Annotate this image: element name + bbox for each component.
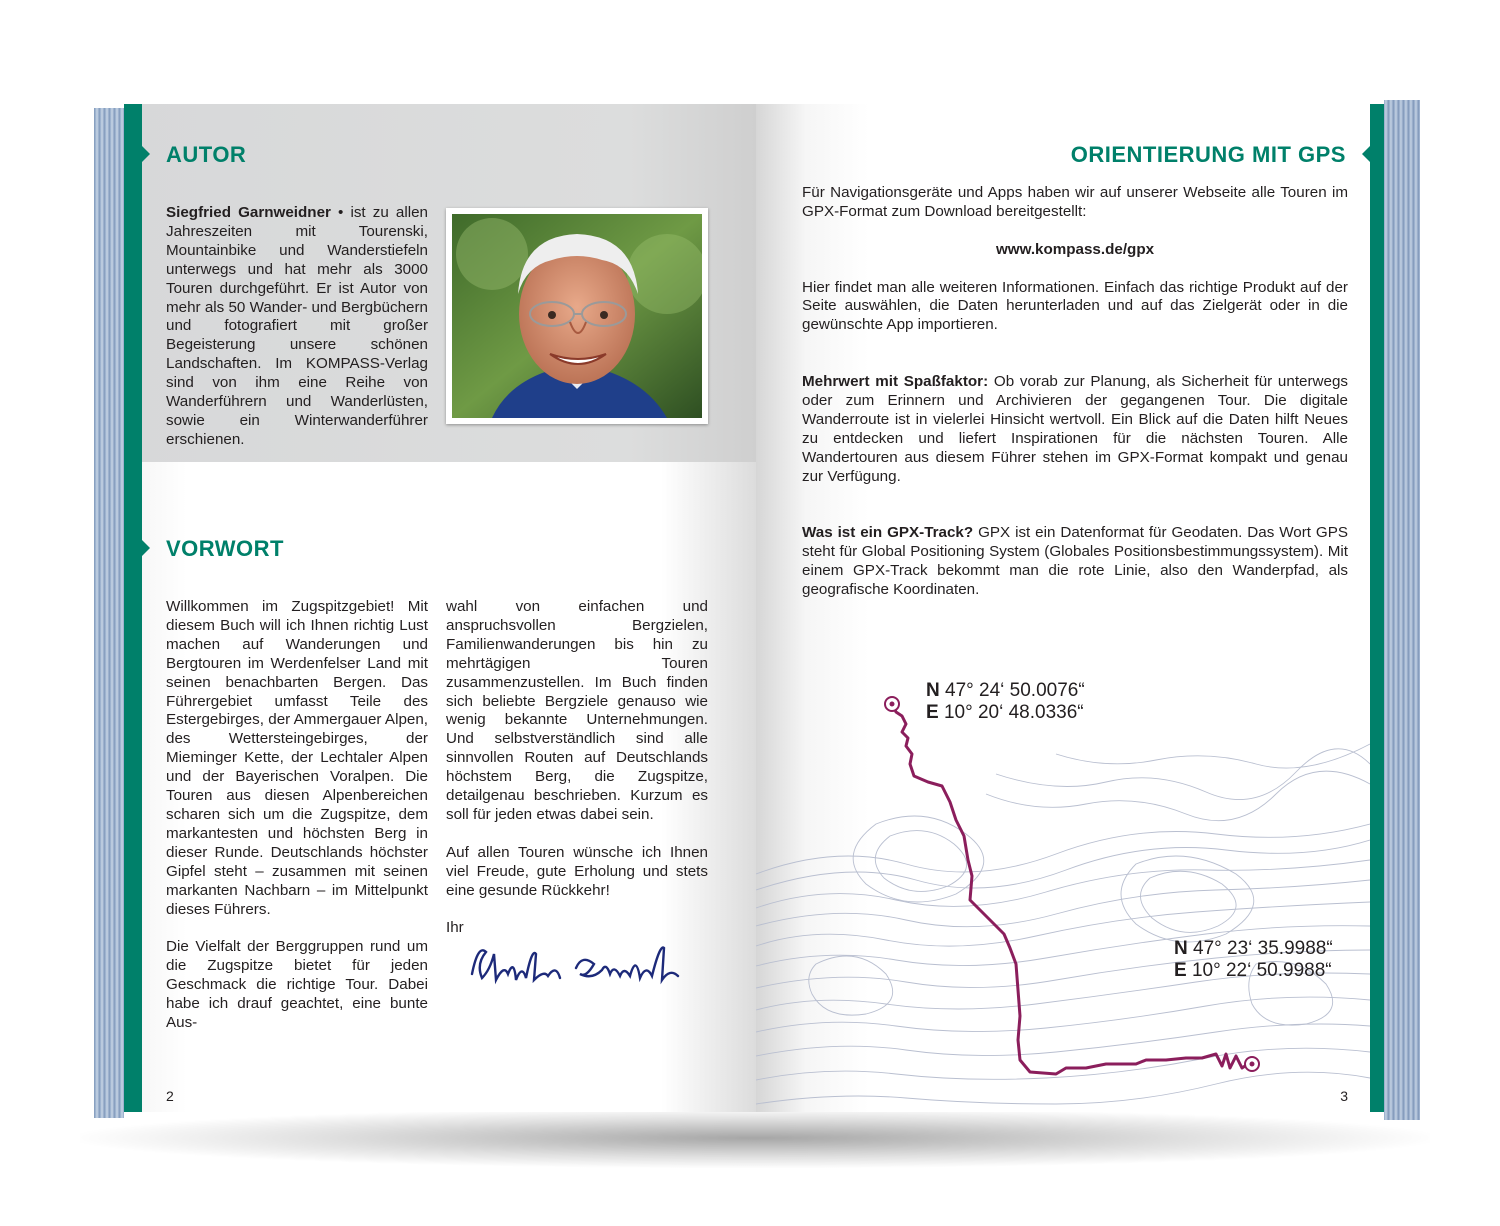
start-coordinates — [926, 680, 1085, 724]
start-e-value: 10° 20‘ 48.0336“ — [943, 702, 1084, 723]
gpx-track-label: Was ist ein GPX-Track? — [802, 524, 974, 542]
foreword-paragraph: wahl von einfachen und anspruchsvollen Bergzielen, Familienwanderungen bis hin zu mehrtägigen Touren zusammenzustellen. Im Buch finden sich beliebte Bergziele genauso wie wenig bekannte Unternehmungen. Und selbstverständlich sind alle sinnvollen Routen auf Deutschlands höchstem Berg, die Zugspitze, detailgenau beschrieben. Kurzum es soll für jeden etwas dabei sein. — [446, 598, 708, 823]
heading-marker-foreword — [142, 540, 150, 556]
page-number-left: 2 — [166, 1088, 174, 1104]
book-shadow — [80, 1108, 1430, 1168]
gps-track-line — [892, 704, 1248, 1074]
topographic-map — [756, 664, 1370, 1112]
foreword-paragraph: Die Vielfalt der Berggruppen rund um die Zugspitze bietet für jeden Geschmack die richtige Tour. Dabei habe ich drauf geachtet, eine bunte Aus- — [166, 938, 428, 1031]
mehrwert-label: Mehrwert mit Spaßfaktor: — [802, 373, 989, 390]
end-n-label: N — [1174, 938, 1188, 959]
author-signature — [464, 934, 704, 994]
foreword-column-1 — [166, 598, 428, 1033]
right-page — [756, 104, 1384, 1112]
heading-marker-author — [142, 146, 150, 162]
author-bio-text: • ist zu allen Jahreszeiten mit Tourenski, Mountainbike und Wanderstiefeln unterwegs und hat mehr als 3000 Touren durchgeführt. Er ist Autor von mehr als 50 Wander- und Bergbüchern und fotografiert mit großer Begeisterung unsere schönen Landschaften. Im KOMPASS-Verlag sind von ihm eine Reihe von Wanderführern und Wanderlüsten, sowie ein Winterwanderführer erschienen. — [166, 204, 428, 448]
start-marker-icon — [885, 697, 899, 711]
gpx-track-text: GPX ist ein Datenformat für Geodaten. Das Wort GPS steht für Global Positioning System (Globales Positionsbestimmungssystem). Mit einem GPX-Track bekommt man die rote Linie, also den Wanderpfad, als geografische Koordinaten. — [802, 524, 1348, 598]
gps-heading: ORIENTIERUNG MIT GPS — [1070, 142, 1346, 167]
accent-bar-right — [1370, 104, 1384, 1112]
author-portrait-image — [452, 214, 702, 418]
foreword-heading: VORWORT — [166, 536, 284, 561]
foreword-closing: Ihr — [446, 919, 464, 937]
foreword-paragraph: Willkommen im Zugspitzgebiet! Mit diesem Buch will ich Ihnen richtig Lust machen auf Wanderungen und Bergtouren im Werdenfelser Land mit seinen benachbarten Bergen. Das Führergebiet umfasst Teile des Estergebirges, der Ammergauer Alpen, des Wettersteingebirges, der Mieminger Kette, der Lechtaler Alpen und der Bayerischen Voralpen. Die Touren aus diesen Alpenbereichen scharen sich um die Zugspitze, dem markantesten und höchsten Berg in dieser Runde. Deutschlands höchster Gipfel steht – zusammen mit seinen markanten Nachbarn – im Mittelpunkt dieses Führers. — [166, 598, 428, 918]
left-page — [124, 104, 756, 1112]
gps-text — [802, 184, 1348, 600]
end-n-value: 47° 23‘ 35.9988“ — [1193, 938, 1333, 959]
end-coordinates — [1174, 938, 1333, 982]
contour-lines — [756, 744, 1370, 1104]
end-e-label: E — [1174, 960, 1187, 981]
page-edges-right — [1384, 100, 1420, 1120]
foreword-column-2 — [446, 598, 708, 938]
start-e-label: E — [926, 702, 939, 723]
end-e-value: 10° 22‘ 50.9988“ — [1191, 960, 1332, 981]
end-marker-icon — [1245, 1057, 1259, 1071]
page-number-right: 3 — [1340, 1088, 1348, 1104]
start-n-value: 47° 24‘ 50.0076“ — [945, 680, 1085, 701]
author-photo — [446, 208, 708, 424]
start-n-label: N — [926, 680, 940, 701]
author-heading: AUTOR — [166, 142, 247, 167]
author-bio — [166, 204, 428, 450]
page-edges-left — [94, 108, 124, 1118]
gps-info: Hier findet man alle weiteren Informationen. Einfach das richtige Produkt auf der Seite auswählen, die Daten herunterladen und auf das Zielgerät oder in die gewünschte App importieren. — [802, 278, 1348, 334]
gps-intro: Für Navigationsgeräte und Apps haben wir auf unserer Webseite alle Touren im GPX-Format zum Download bereitgestellt: — [802, 184, 1348, 220]
heading-marker-gps — [1362, 146, 1370, 162]
foreword-paragraph: Auf allen Touren wünsche ich Ihnen viel Freude, gute Erholung und stets eine gesunde Rückkehr! — [446, 843, 708, 899]
author-name: Siegfried Garnweidner — [166, 204, 331, 221]
gpx-download-link[interactable]: www.kompass.de/gpx — [995, 240, 1155, 258]
accent-bar-left — [124, 104, 142, 1112]
mehrwert-text: Ob vorab zur Planung, als Sicherheit für unterwegs oder zum Erinnern und Archivieren der gegangenen Tour. Die digitale Wanderroute ist in vielerlei Hinsicht wertvoll. Ein Blick auf die Daten hilft Neues zu entdecken und liefert Inspirationen für die nächsten Touren. Alle Wandertouren aus diesem Führer stehen im GPX-Format kompakt und genau zur Verfügung. — [802, 373, 1348, 485]
